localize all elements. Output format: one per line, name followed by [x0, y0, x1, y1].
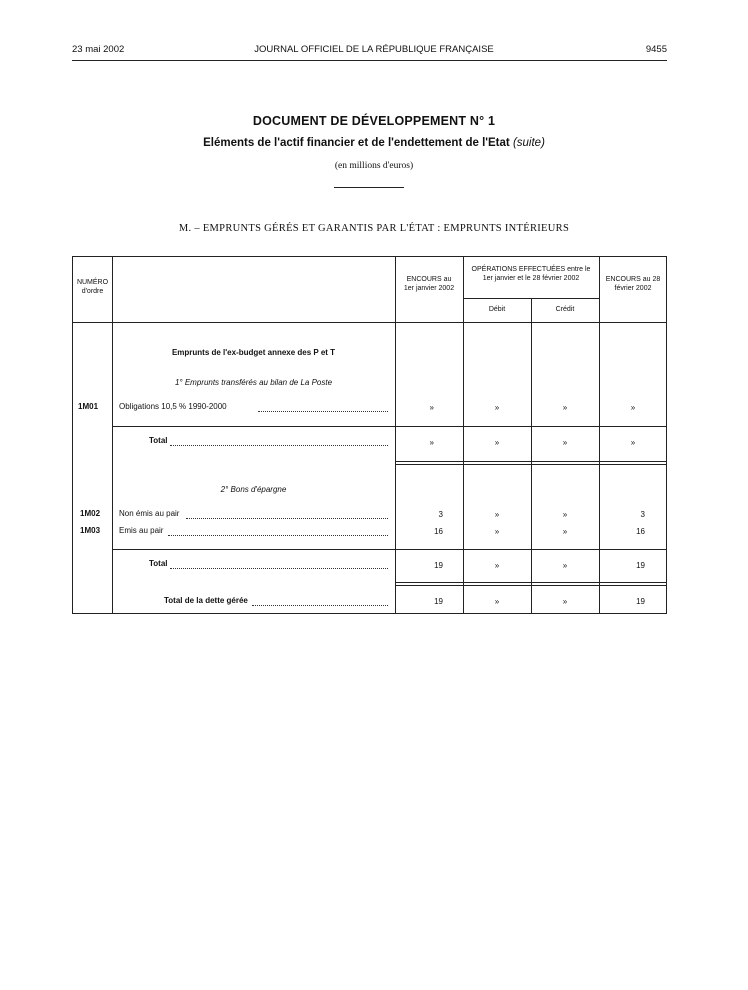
cell-debit: »: [494, 527, 500, 536]
header-operations: OPÉRATIONS EFFECTUÉES entre le 1er janvier et le 28 février 2002: [471, 266, 591, 282]
cell-credit: »: [562, 561, 568, 570]
document-subtitle: [0, 137, 748, 149]
total-2-bottom-rule-double: [395, 585, 667, 586]
total-2-top-rule: [112, 549, 667, 550]
cell-encours-debut: 3: [438, 510, 443, 519]
cell-encours-debut: »: [429, 403, 434, 412]
row-label: Non émis au pair: [119, 509, 180, 518]
cell-encours-debut: »: [429, 438, 434, 447]
header-encours-fin: ENCOURS au 28 février 2002: [605, 276, 661, 292]
cell-debit: »: [494, 561, 500, 570]
total-1-bottom-rule-double: [395, 464, 667, 465]
cell-encours-debut: 16: [434, 527, 443, 536]
header-credit: Crédit: [555, 306, 575, 313]
cell-encours-debut: 19: [434, 597, 443, 606]
row-code: 1M03: [80, 526, 101, 535]
grand-total-label: Total de la dette gérée: [164, 596, 248, 605]
cell-credit: »: [562, 510, 568, 519]
header-numero: NUMÉRO d'ordre: [76, 279, 109, 295]
subsection-1-title: 1° Emprunts transférés au bilan de La Poste: [174, 378, 333, 387]
cell-encours-fin: 19: [636, 597, 645, 606]
cell-encours-fin: 3: [640, 510, 645, 519]
cell-credit: »: [562, 527, 568, 536]
dot-leader: [170, 568, 388, 569]
row-label: Obligations 10,5 % 1990-2000: [119, 402, 227, 411]
units-note: (en millions d'euros): [334, 161, 414, 171]
dot-leader: [170, 445, 388, 446]
cell-debit: »: [494, 510, 500, 519]
col-divider-debit: [531, 298, 532, 614]
total-label: Total: [149, 559, 168, 568]
header-bottom-rule: [72, 322, 667, 323]
dot-leader: [186, 518, 388, 519]
subsection-2-title: 2° Bons d'épargne: [220, 485, 287, 494]
cell-encours-fin: »: [630, 403, 636, 412]
cell-encours-fin: »: [630, 438, 636, 447]
cell-encours-fin: 16: [636, 527, 645, 536]
total-label: Total: [149, 436, 168, 445]
cell-debit: »: [494, 438, 500, 447]
group-title: Emprunts de l'ex-budget annexe des P et T: [171, 348, 336, 357]
cell-credit: »: [562, 597, 568, 606]
cell-debit: »: [494, 403, 500, 412]
dot-leader: [168, 535, 388, 536]
total-2-bottom-rule: [395, 582, 667, 583]
cell-credit: »: [562, 403, 568, 412]
operations-subheader-rule: [463, 298, 599, 299]
total-1-top-rule: [112, 426, 667, 427]
dot-leader: [252, 605, 388, 606]
section-title: M. – EMPRUNTS GÉRÉS ET GARANTIS PAR L'ÉTAT : EMPRUNTS INTÉRIEURS: [178, 223, 570, 234]
header-encours-debut: ENCOURS au 1er janvier 2002: [403, 276, 455, 292]
row-code: 1M01: [78, 402, 99, 411]
header-rule: [72, 60, 667, 61]
document-title: DOCUMENT DE DÉVELOPPEMENT N° 1: [252, 114, 496, 128]
header-page-number: 9455: [645, 44, 667, 55]
title-separator: [334, 187, 404, 188]
header-date: 23 mai 2002: [72, 44, 125, 55]
row-label: Emis au pair: [119, 526, 164, 535]
header-debit: Débit: [488, 306, 506, 313]
cell-credit: »: [562, 438, 568, 447]
subtitle-text: Eléments de l'actif financier et de l'endettement de l'Etat: [203, 137, 510, 149]
col-divider-code: [112, 256, 113, 614]
cell-debit: »: [494, 597, 500, 606]
total-1-bottom-rule: [395, 461, 667, 462]
row-code: 1M02: [80, 509, 101, 518]
subtitle-suffix: (suite): [512, 137, 545, 149]
dot-leader: [258, 411, 388, 412]
cell-encours-debut: 19: [434, 561, 443, 570]
header-journal-title: JOURNAL OFFICIEL DE LA RÉPUBLIQUE FRANÇAISE: [254, 44, 494, 55]
cell-encours-fin: 19: [636, 561, 645, 570]
